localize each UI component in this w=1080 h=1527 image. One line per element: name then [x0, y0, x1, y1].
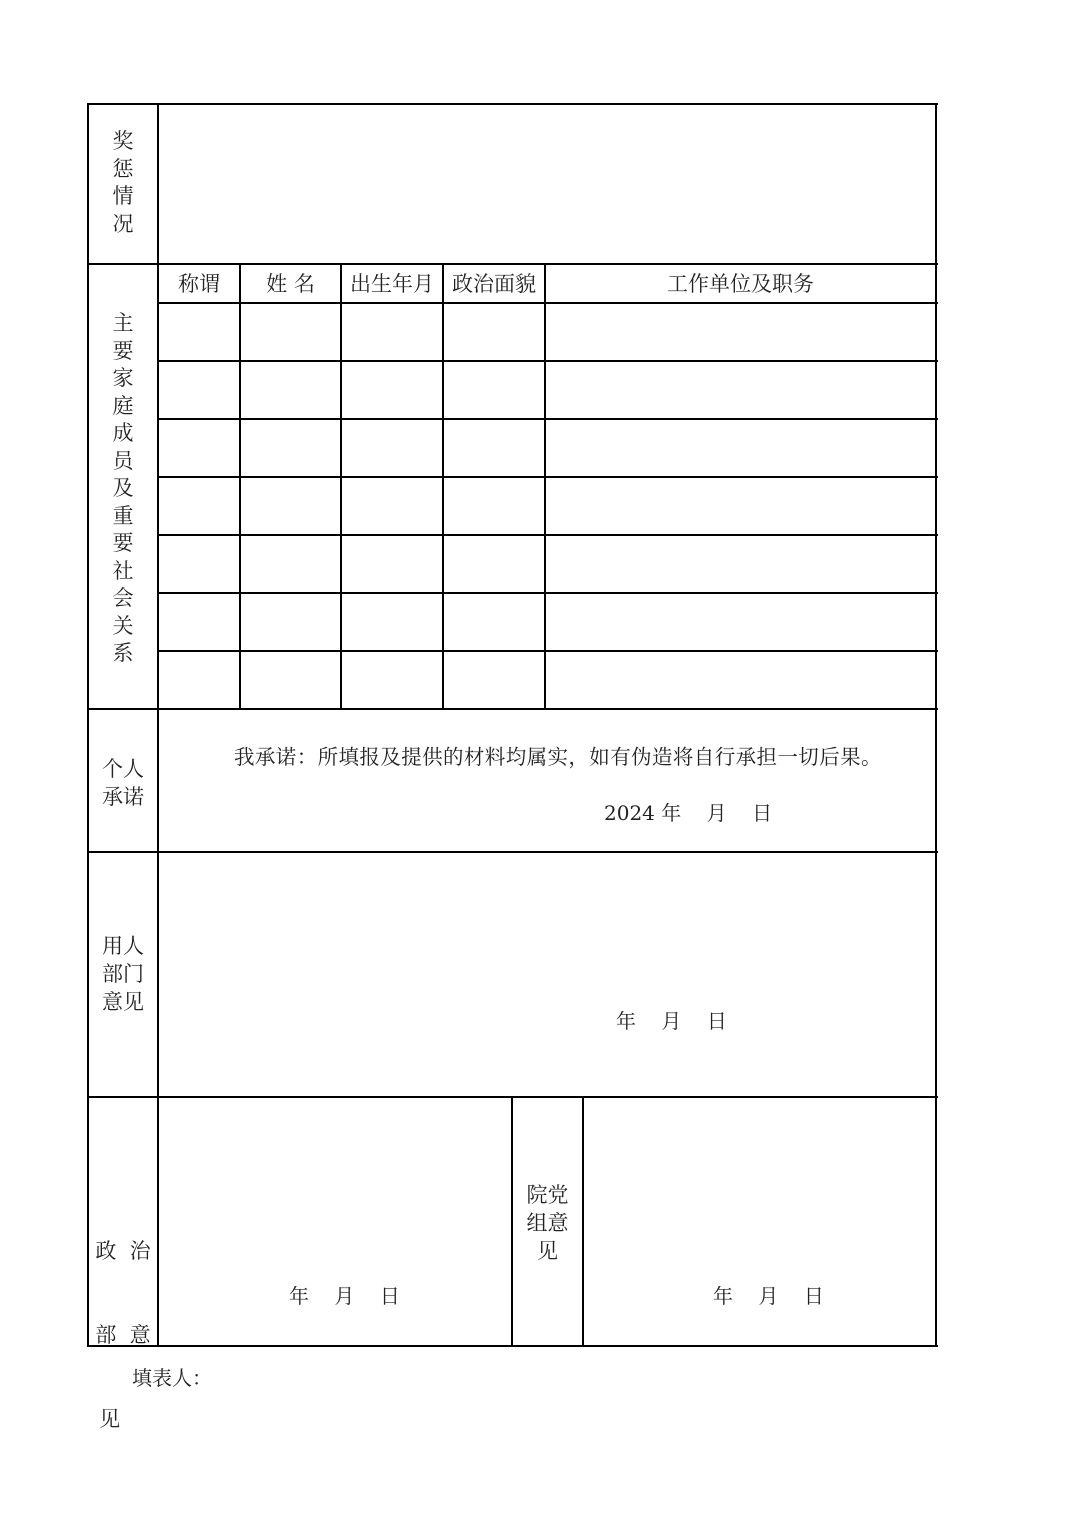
employer-opinion-date: 年 月 日 — [616, 1009, 727, 1033]
family-label: 主 要 家 庭 成 员 及 重 要 社 会 关 系 — [112, 311, 134, 665]
table-cell[interactable] — [241, 652, 340, 708]
pledge-date: 2024 年 月 日 — [604, 801, 773, 825]
header-name: 姓 名 — [266, 272, 315, 296]
table-cell[interactable] — [546, 536, 935, 592]
section-divider — [87, 708, 938, 710]
table-cell[interactable] — [241, 594, 340, 650]
table-cell[interactable] — [241, 478, 340, 534]
political-dept-label: 政 治 部 意 见 — [95, 1239, 151, 1431]
pledge-statement: 我承诺：所填报及提供的材料均属实，如有伪造将自行承担一切后果。 — [234, 745, 882, 769]
table-cell[interactable] — [546, 304, 935, 360]
table-cell[interactable] — [342, 478, 442, 534]
header-birth-date: 出生年月 — [350, 272, 434, 296]
table-cell[interactable] — [342, 594, 442, 650]
table-cell[interactable] — [546, 362, 935, 418]
header-employer-position: 工作单位及职务 — [667, 272, 814, 296]
table-cell[interactable] — [241, 304, 340, 360]
party-group-date: 年 月 日 — [713, 1284, 824, 1308]
employer-opinion-label: 用人 部门 意见 — [102, 934, 144, 1014]
table-cell[interactable] — [546, 420, 935, 476]
table-cell[interactable] — [546, 478, 935, 534]
table-cell[interactable] — [241, 420, 340, 476]
table-cell[interactable] — [241, 536, 340, 592]
table-cell[interactable] — [342, 362, 442, 418]
table-cell[interactable] — [444, 362, 544, 418]
header-political-status: 政治面貌 — [452, 272, 536, 296]
table-cell[interactable] — [241, 362, 340, 418]
table-border-left — [87, 103, 89, 1347]
party-group-label: 院党 组意 见 — [526, 1183, 569, 1263]
table-cell[interactable] — [444, 652, 544, 708]
table-cell[interactable] — [342, 420, 442, 476]
employer-opinion-input[interactable] — [160, 854, 935, 1096]
table-cell[interactable] — [159, 594, 239, 650]
header-relation: 称谓 — [178, 272, 220, 296]
rewards-input-area[interactable] — [160, 106, 935, 263]
table-border-top — [87, 103, 938, 105]
table-cell[interactable] — [342, 652, 442, 708]
political-dept-date: 年 月 日 — [289, 1284, 400, 1308]
table-cell[interactable] — [159, 478, 239, 534]
table-cell[interactable] — [546, 652, 935, 708]
table-cell[interactable] — [444, 304, 544, 360]
table-cell[interactable] — [444, 478, 544, 534]
table-cell[interactable] — [444, 594, 544, 650]
table-border-right — [935, 103, 937, 1347]
table-cell[interactable] — [342, 536, 442, 592]
table-cell[interactable] — [159, 362, 239, 418]
table-cell[interactable] — [444, 536, 544, 592]
rewards-label: 奖 惩 情 况 — [112, 129, 134, 236]
table-cell[interactable] — [546, 594, 935, 650]
form-filler-label: 填表人： — [132, 1366, 212, 1390]
table-cell[interactable] — [342, 304, 442, 360]
table-cell[interactable] — [159, 652, 239, 708]
table-cell[interactable] — [159, 420, 239, 476]
table-cell[interactable] — [159, 536, 239, 592]
section-divider — [87, 851, 938, 853]
table-cell[interactable] — [444, 420, 544, 476]
pledge-label: 个人 承诺 — [102, 757, 144, 809]
table-cell[interactable] — [159, 304, 239, 360]
